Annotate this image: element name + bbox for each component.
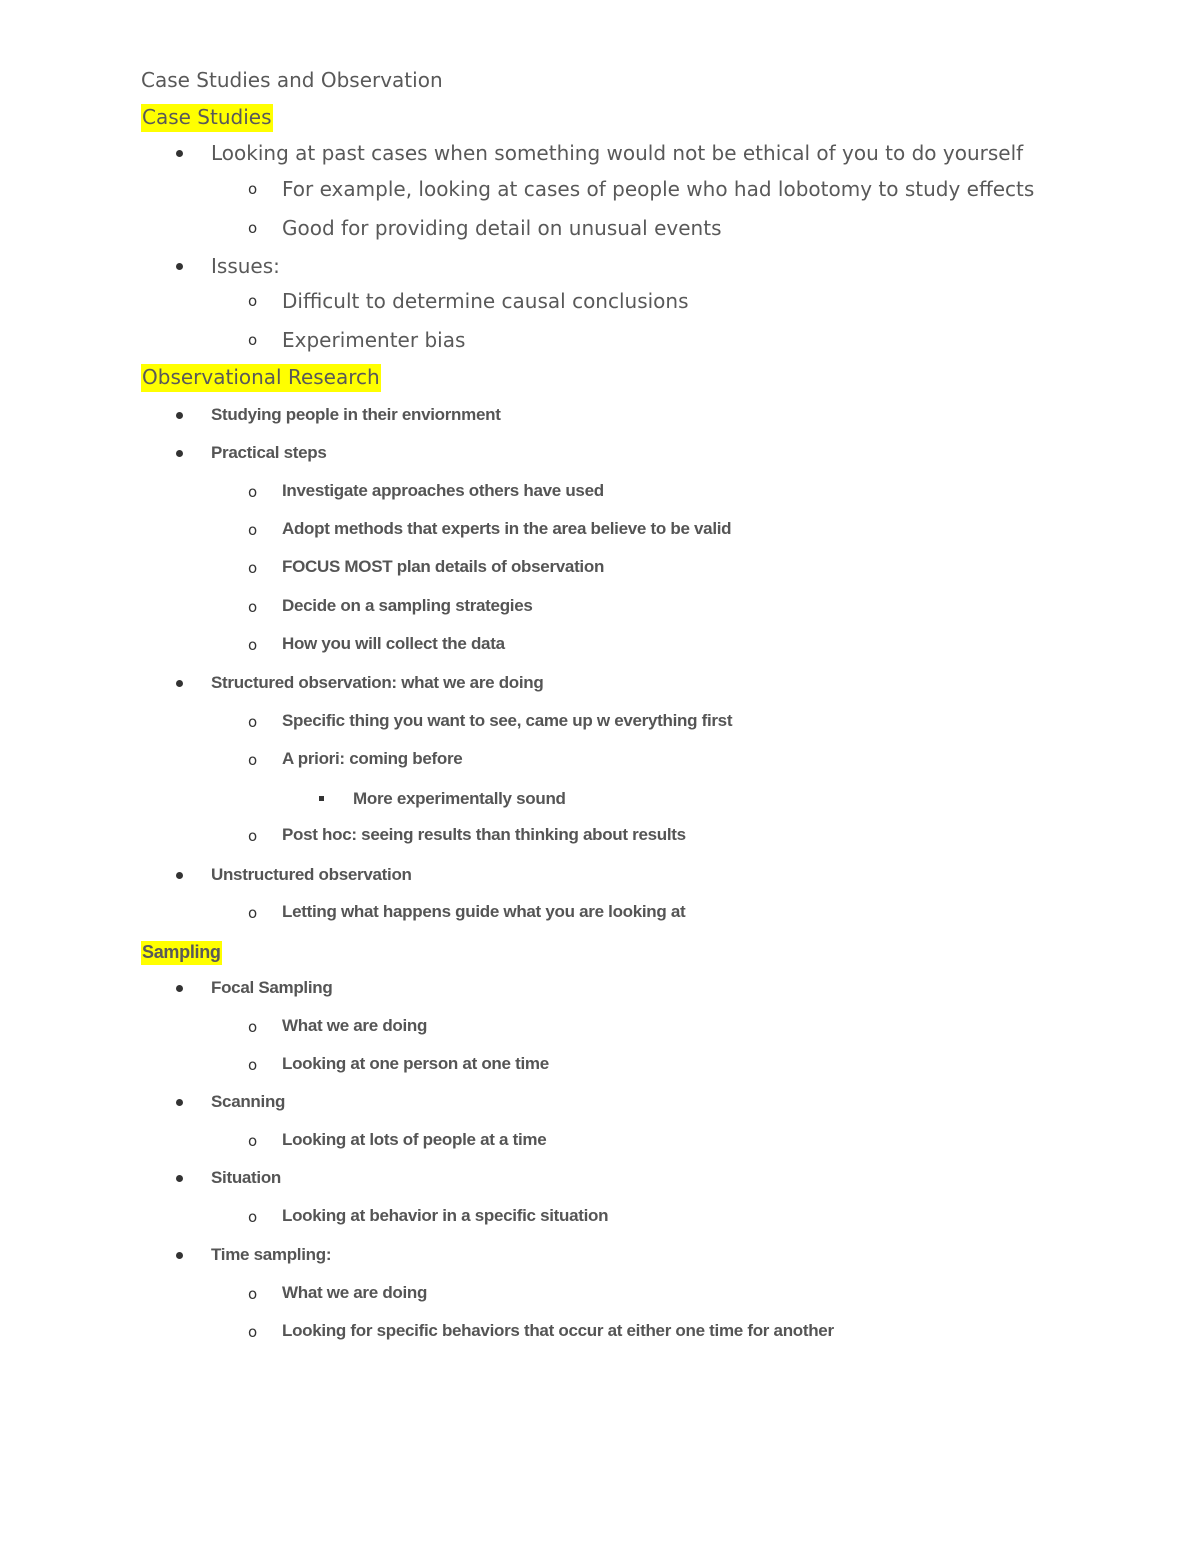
list-item: Looking at past cases when something would not be ethical of you to do yourself bbox=[211, 141, 1024, 165]
list-item: Scanning bbox=[211, 1092, 286, 1111]
circle-bullet-icon: o bbox=[248, 331, 258, 349]
list-item: What we are doing bbox=[282, 1283, 428, 1302]
list-item: What we are doing bbox=[282, 1016, 428, 1035]
bullet-icon bbox=[176, 450, 183, 457]
list-item: Unstructured observation bbox=[211, 865, 412, 884]
list-item: FOCUS MOST plan details of observation bbox=[282, 557, 605, 576]
circle-bullet-icon: o bbox=[248, 1132, 258, 1150]
circle-bullet-icon: o bbox=[248, 219, 258, 237]
list-item: Looking at lots of people at a time bbox=[282, 1130, 547, 1149]
circle-bullet-icon: o bbox=[248, 559, 258, 577]
bullet-icon bbox=[176, 872, 183, 879]
bullet-icon bbox=[176, 1252, 183, 1259]
list-item: How you will collect the data bbox=[282, 634, 505, 653]
circle-bullet-icon: o bbox=[248, 1056, 258, 1074]
heading-observational-research bbox=[141, 367, 381, 387]
list-item: Investigate approaches others have used bbox=[282, 481, 604, 500]
circle-bullet-icon: o bbox=[248, 483, 258, 501]
bullet-icon bbox=[176, 1175, 183, 1182]
list-item: A priori: coming before bbox=[282, 749, 463, 768]
list-item: Looking at behavior in a specific situation bbox=[282, 1206, 609, 1225]
list-item: Good for providing detail on unusual events bbox=[282, 216, 722, 240]
bullet-icon bbox=[176, 412, 183, 419]
bullet-icon bbox=[176, 680, 183, 687]
circle-bullet-icon: o bbox=[248, 827, 258, 845]
circle-bullet-icon: o bbox=[248, 904, 258, 922]
list-item: Time sampling: bbox=[211, 1245, 332, 1264]
circle-bullet-icon: o bbox=[248, 751, 258, 769]
bullet-icon bbox=[176, 1099, 183, 1106]
circle-bullet-icon: o bbox=[248, 521, 258, 539]
square-bullet-icon bbox=[319, 796, 324, 801]
list-item: Looking for specific behaviors that occur at either one time for another bbox=[282, 1321, 834, 1340]
bullet-icon bbox=[176, 150, 183, 157]
list-item: Adopt methods that experts in the area believe to be valid bbox=[282, 519, 732, 538]
list-item: Focal Sampling bbox=[211, 978, 333, 997]
list-item: For example, looking at cases of people who had lobotomy to study effects bbox=[282, 177, 1035, 201]
circle-bullet-icon: o bbox=[248, 180, 258, 198]
list-item: More experimentally sound bbox=[353, 789, 566, 808]
circle-bullet-icon: o bbox=[248, 1285, 258, 1303]
list-item: Practical steps bbox=[211, 443, 327, 462]
list-item: Looking at one person at one time bbox=[282, 1054, 549, 1073]
circle-bullet-icon: o bbox=[248, 598, 258, 616]
bullet-icon bbox=[176, 263, 183, 270]
list-item: Decide on a sampling strategies bbox=[282, 596, 533, 615]
circle-bullet-icon: o bbox=[248, 1323, 258, 1341]
heading-observational-research-text: Observational Research bbox=[141, 364, 381, 392]
bullet-icon bbox=[176, 985, 183, 992]
heading-case-studies bbox=[141, 107, 273, 127]
heading-sampling-text: Sampling bbox=[141, 941, 222, 965]
list-item: Structured observation: what we are doing bbox=[211, 673, 544, 692]
heading-sampling bbox=[141, 941, 222, 961]
heading-case-studies-text: Case Studies bbox=[141, 104, 273, 132]
list-item: Situation bbox=[211, 1168, 282, 1187]
circle-bullet-icon: o bbox=[248, 292, 258, 310]
list-item: Experimenter bias bbox=[282, 328, 466, 352]
list-item: Specific thing you want to see, came up w everything first bbox=[282, 711, 733, 730]
circle-bullet-icon: o bbox=[248, 1208, 258, 1226]
document-title: Case Studies and Observation bbox=[141, 68, 443, 92]
list-item: Difficult to determine causal conclusions bbox=[282, 289, 689, 313]
circle-bullet-icon: o bbox=[248, 1018, 258, 1036]
list-item: Issues: bbox=[211, 254, 280, 278]
circle-bullet-icon: o bbox=[248, 636, 258, 654]
list-item: Letting what happens guide what you are looking at bbox=[282, 902, 686, 921]
list-item: Post hoc: seeing results than thinking about results bbox=[282, 825, 686, 844]
list-item: Studying people in their enviornment bbox=[211, 405, 501, 424]
circle-bullet-icon: o bbox=[248, 713, 258, 731]
